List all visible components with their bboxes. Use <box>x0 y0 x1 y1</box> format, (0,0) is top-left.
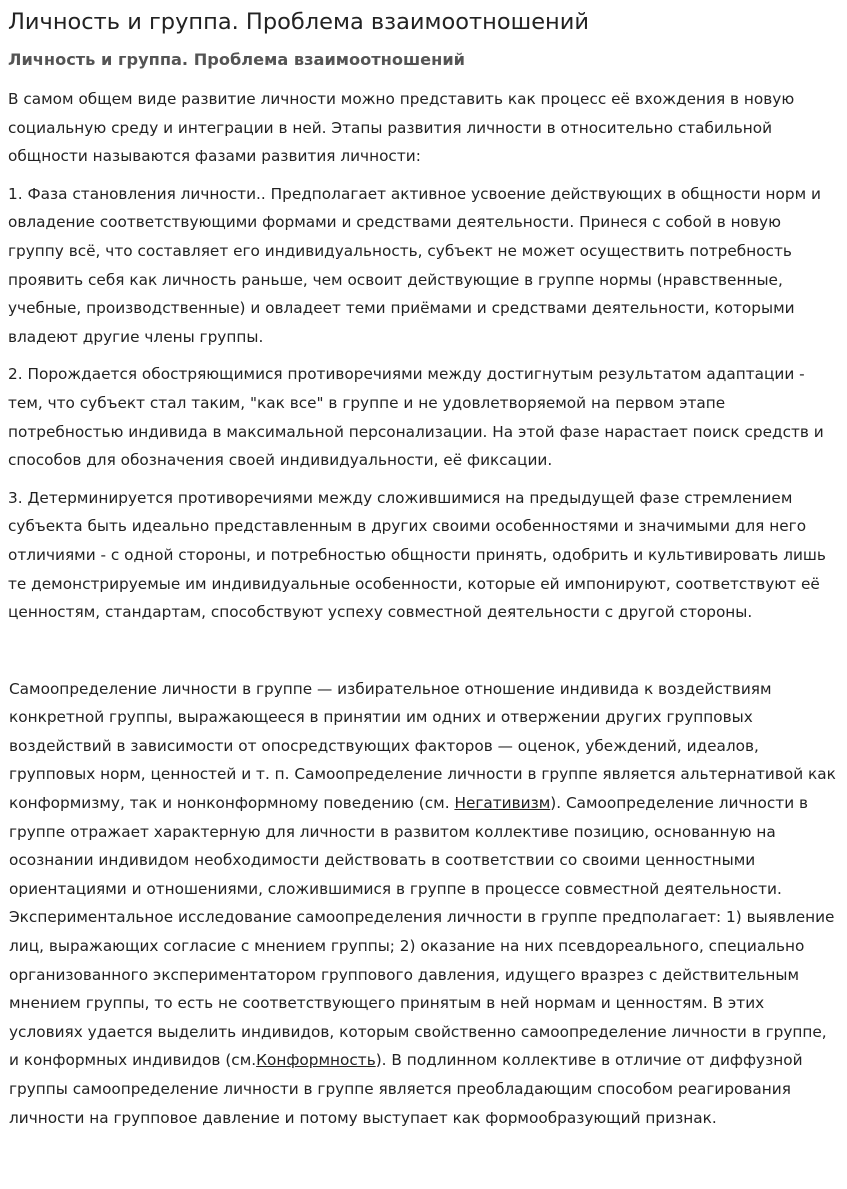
article-subtitle: Личность и группа. Проблема взаимоотношений <box>8 50 466 69</box>
phase-2-paragraph: 2. Порождается обостряющимися противоречиями между достигнутым результатом адаптации - тем, что субъект стал таким, "как все" в группе и не удовлетворяемой на первом этапе потребностью индивида в максимальной персонализации. На этой фазе нарастает поиск средств и способов для обозначения своей индивидуальности, её фиксации. <box>8 365 824 470</box>
definition-text-1: Самоопределение личности в группе — избирательное отношение индивида к воздействиям конкретной группы, выражающееся в принятии им одних и отвержении других групповых воздействий в зависимости от опосредствующих факторов — оценок, убеждений, идеалов, групповых норм, ценностей и т. п. Самоопределение личности в группе является альтернативой как конформизму, так и нонконформному поведению (см. <box>9 679 836 813</box>
definition-text-3: ). В подлинном коллективе в отличие от диффузной группы самоопределение личности в группе является преобладающим способом реагирования личности на групповое давление и потому выступает как формообразующий признак. <box>9 1051 803 1127</box>
conformity-link[interactable]: Конформность <box>256 1051 376 1070</box>
definition-paragraph <box>8 675 838 1133</box>
phase-3-paragraph: 3. Детерминируется противоречиями между сложившимися на предыдущей фазе стремлением субъекта быть идеально представленным в других своими особенностями и значимыми для него отличиями - с одной стороны, и потребностью общности принять, одобрить и культивировать лишь те демонстрируемые им индивидуальные особенности, которые ей импонируют, соответствуют её ценностям, стандартам, способствуют успеху совместной деятельности с другой стороны. <box>8 488 826 622</box>
page-title: Личность и группа. Проблема взаимоотношений <box>8 9 590 35</box>
negativism-link[interactable]: Негативизм <box>454 794 551 813</box>
intro-paragraph: В самом общем виде развитие личности можно представить как процесс её вхождения в новую социальную среду и интеграции в ней. Этапы развития личности в относительно стабильной общности называются фазами развития личности: <box>8 90 795 166</box>
definition-text-2: ). Самоопределение личности в группе отражает характерную для личности в развитом коллективе позицию, основанную на осознании индивидом необходимости действовать в соответствии со своими ценностными ориентациями и отношениями, сложившимися в группе в процессе совместной деятельности. Экспериментальное исследование самоопределения личности в группе предполагает: 1) выявление лиц, выражающих согласие с мнением группы; 2) оказание на них псевдореального, специально организованного экспериментатором группового давления, идущего вразрез с действительным мнением группы, то есть не соответствующего принятым в ней нормам и ценностям. В этих условиях удается выделить индивидов, которым свойственно самоопределение личности в группе, и конформных индивидов (см. <box>9 794 835 1070</box>
phase-1-paragraph: 1. Фаза становления личности.. Предполагает активное усвоение действующих в общности норм и овладение соответствующими формами и средствами деятельности. Принеся с собой в новую группу всё, что составляет его индивидуальность, субъект не может осуществить потребность проявить себя как личность раньше, чем освоит действующие в группе нормы (нравственные, учебные, производственные) и овладеет теми приёмами и средствами деятельности, которыми владеют другие члены группы. <box>8 184 821 346</box>
